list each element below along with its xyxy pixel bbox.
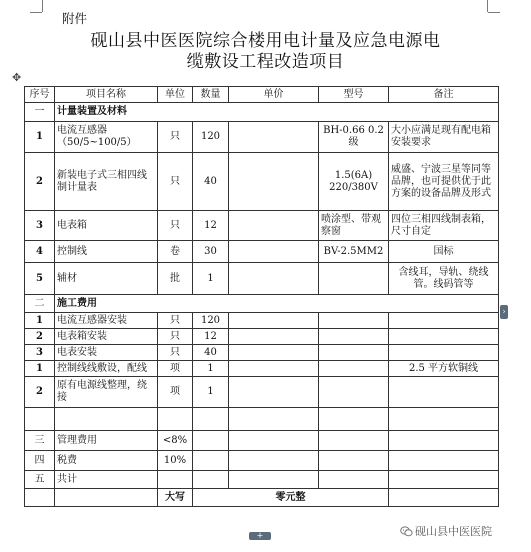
- row-unit: 只: [158, 345, 193, 361]
- row-name: 辅材: [55, 263, 158, 295]
- row-qty: 40: [193, 345, 229, 361]
- section-title: 共计: [55, 471, 158, 489]
- row-model: BH-0.66 0.2级: [319, 122, 389, 153]
- section-no: 四: [25, 451, 55, 471]
- table-row: [25, 241, 499, 263]
- row-note: 大小应满足现有配电箱安装要求: [389, 122, 499, 153]
- doc-title-line2: 缆敷设工程改造项目: [186, 52, 345, 72]
- row-no: 1: [25, 313, 55, 329]
- row-no: 2: [25, 329, 55, 345]
- row-name: 电表箱: [55, 211, 158, 241]
- col-header-no: 序号: [25, 87, 55, 103]
- col-header-unit: 单位: [158, 87, 193, 103]
- row-price: [229, 241, 319, 263]
- table-move-handle-icon[interactable]: ✥: [12, 71, 22, 84]
- table-row: [25, 377, 499, 408]
- row-no: 1: [25, 361, 55, 377]
- section-rate: 10%: [158, 451, 193, 471]
- row-name: 电表安装: [55, 345, 158, 361]
- watermark-text: 砚山县中医医院: [415, 525, 492, 538]
- row-model: [319, 153, 389, 211]
- row-unit: 项: [158, 361, 193, 377]
- empty-cell: [389, 431, 499, 451]
- table-row: [25, 361, 499, 377]
- crop-mark: [488, 12, 500, 13]
- total-caps-value: 零元整: [193, 489, 389, 507]
- table-resize-right-icon[interactable]: ›: [500, 305, 508, 319]
- row-note: 2.5 平方软铜线: [389, 361, 499, 377]
- row-note: [389, 345, 499, 361]
- section-no: 二: [25, 295, 55, 313]
- row-name: 新装电子式三相四线制计量表: [55, 153, 158, 211]
- row-note: [389, 313, 499, 329]
- table-row: [25, 329, 499, 345]
- row-price: [229, 153, 319, 211]
- empty-cell: [389, 471, 499, 489]
- row-model-line1: 1.5(6A): [334, 169, 373, 181]
- empty-cell: [319, 471, 389, 489]
- row-price: [229, 122, 319, 153]
- crop-mark: [487, 0, 488, 12]
- section-no: 五: [25, 471, 55, 489]
- col-header-qty: 数量: [193, 87, 229, 103]
- empty-cell: [193, 451, 229, 471]
- empty-cell: [229, 471, 319, 489]
- col-header-name: 项目名称: [55, 87, 158, 103]
- row-name: 电表箱安装: [55, 329, 158, 345]
- annex-label: 附件: [62, 11, 88, 26]
- row-note: [389, 377, 499, 408]
- row-model: [319, 361, 389, 377]
- row-price: [229, 211, 319, 241]
- row-unit: 只: [158, 313, 193, 329]
- row-qty: 120: [193, 313, 229, 329]
- wechat-icon: [400, 526, 413, 537]
- row-price: [229, 263, 319, 295]
- empty-cell: [229, 408, 319, 431]
- row-qty: 1: [193, 263, 229, 295]
- row-unit: 项: [158, 377, 193, 408]
- row-name: 电流互感器安装: [55, 313, 158, 329]
- row-unit: 只: [158, 153, 193, 211]
- total-caps-label: 大写: [158, 489, 193, 507]
- section-row: [25, 295, 499, 313]
- section-title: 施工费用: [55, 295, 499, 313]
- col-header-price: 单价: [229, 87, 319, 103]
- row-no: 2: [25, 377, 55, 408]
- empty-cell: [193, 431, 229, 451]
- row-model: [319, 263, 389, 295]
- table-row: [25, 345, 499, 361]
- empty-cell: [319, 408, 389, 431]
- row-name-line1: 电流互感器: [57, 125, 107, 136]
- table-row: [25, 122, 499, 153]
- empty-cell: [229, 451, 319, 471]
- row-name-line2: （50/5~100/5）: [57, 137, 137, 148]
- row-unit: 卷: [158, 241, 193, 263]
- section-no: 一: [25, 103, 55, 122]
- section-no: 三: [25, 431, 55, 451]
- table-row: [25, 313, 499, 329]
- row-qty: 12: [193, 329, 229, 345]
- row-no: 3: [25, 345, 55, 361]
- empty-cell: [25, 489, 55, 507]
- row-price: [229, 361, 319, 377]
- section-rate: <8%: [158, 431, 193, 451]
- section-title: 计量装置及材料: [55, 103, 499, 122]
- row-model: [319, 313, 389, 329]
- empty-cell: [25, 408, 55, 431]
- row-model-line2: 220/380V: [329, 181, 378, 193]
- row-qty: 120: [193, 122, 229, 153]
- table-row: [25, 153, 499, 211]
- row-price: [229, 377, 319, 408]
- total-row: [25, 489, 499, 507]
- empty-row: [25, 408, 499, 431]
- section-row: [25, 471, 499, 489]
- empty-cell: [389, 408, 499, 431]
- watermark: [400, 523, 492, 539]
- row-no: 5: [25, 263, 55, 295]
- section-row: [25, 431, 499, 451]
- empty-cell: [389, 489, 499, 507]
- section-title: 税费: [55, 451, 158, 471]
- section-row: [25, 103, 499, 122]
- row-note: 含线耳，导轨、绕线管。线码管等: [389, 263, 499, 295]
- empty-cell: [55, 489, 158, 507]
- row-model: [319, 345, 389, 361]
- col-header-note: 备注: [389, 87, 499, 103]
- row-qty: 40: [193, 153, 229, 211]
- empty-cell: [158, 471, 193, 489]
- crop-mark: [30, 12, 42, 13]
- row-unit: 只: [158, 122, 193, 153]
- empty-cell: [319, 451, 389, 471]
- empty-cell: [193, 408, 229, 431]
- col-header-model: 型号: [319, 87, 389, 103]
- section-title: 管理费用: [55, 431, 158, 451]
- row-note: 四位三相四线制表箱，尺寸自定: [389, 211, 499, 241]
- table-row: [25, 263, 499, 295]
- row-name: [55, 122, 158, 153]
- header-row: [25, 87, 499, 103]
- row-qty: 1: [193, 361, 229, 377]
- add-row-icon[interactable]: +: [249, 532, 271, 540]
- row-no: 1: [25, 122, 55, 153]
- section-row: [25, 451, 499, 471]
- row-unit: 只: [158, 329, 193, 345]
- row-name: 原有电源线整理，绕接: [55, 377, 158, 408]
- row-price: [229, 313, 319, 329]
- empty-cell: [389, 451, 499, 471]
- empty-cell: [55, 408, 158, 431]
- row-note: [389, 329, 499, 345]
- empty-cell: [229, 431, 319, 451]
- row-model: 喷涂型、带观察窗: [319, 211, 389, 241]
- row-no: 3: [25, 211, 55, 241]
- row-unit: 只: [158, 211, 193, 241]
- row-model: [319, 377, 389, 408]
- row-no: 2: [25, 153, 55, 211]
- empty-cell: [158, 408, 193, 431]
- table-row: [25, 211, 499, 241]
- row-qty: 12: [193, 211, 229, 241]
- empty-cell: [193, 471, 229, 489]
- row-model: BV-2.5MM2: [319, 241, 389, 263]
- row-no: 4: [25, 241, 55, 263]
- row-note: 国标: [389, 241, 499, 263]
- row-note: 威盛、宁波三星等同等品牌，也可提供优于此方案的设备品牌及形式: [389, 153, 499, 211]
- empty-cell: [319, 431, 389, 451]
- row-price: [229, 345, 319, 361]
- row-name: 控制线: [55, 241, 158, 263]
- crop-mark: [42, 0, 43, 12]
- row-qty: 1: [193, 377, 229, 408]
- doc-title-line1: 砚山县中医医院综合楼用电计量及应急电源电: [90, 31, 441, 51]
- row-model: [319, 329, 389, 345]
- row-unit: 批: [158, 263, 193, 295]
- row-price: [229, 329, 319, 345]
- row-qty: 30: [193, 241, 229, 263]
- row-name: 控制线线敷设，配线: [55, 361, 158, 377]
- project-table: [24, 86, 499, 507]
